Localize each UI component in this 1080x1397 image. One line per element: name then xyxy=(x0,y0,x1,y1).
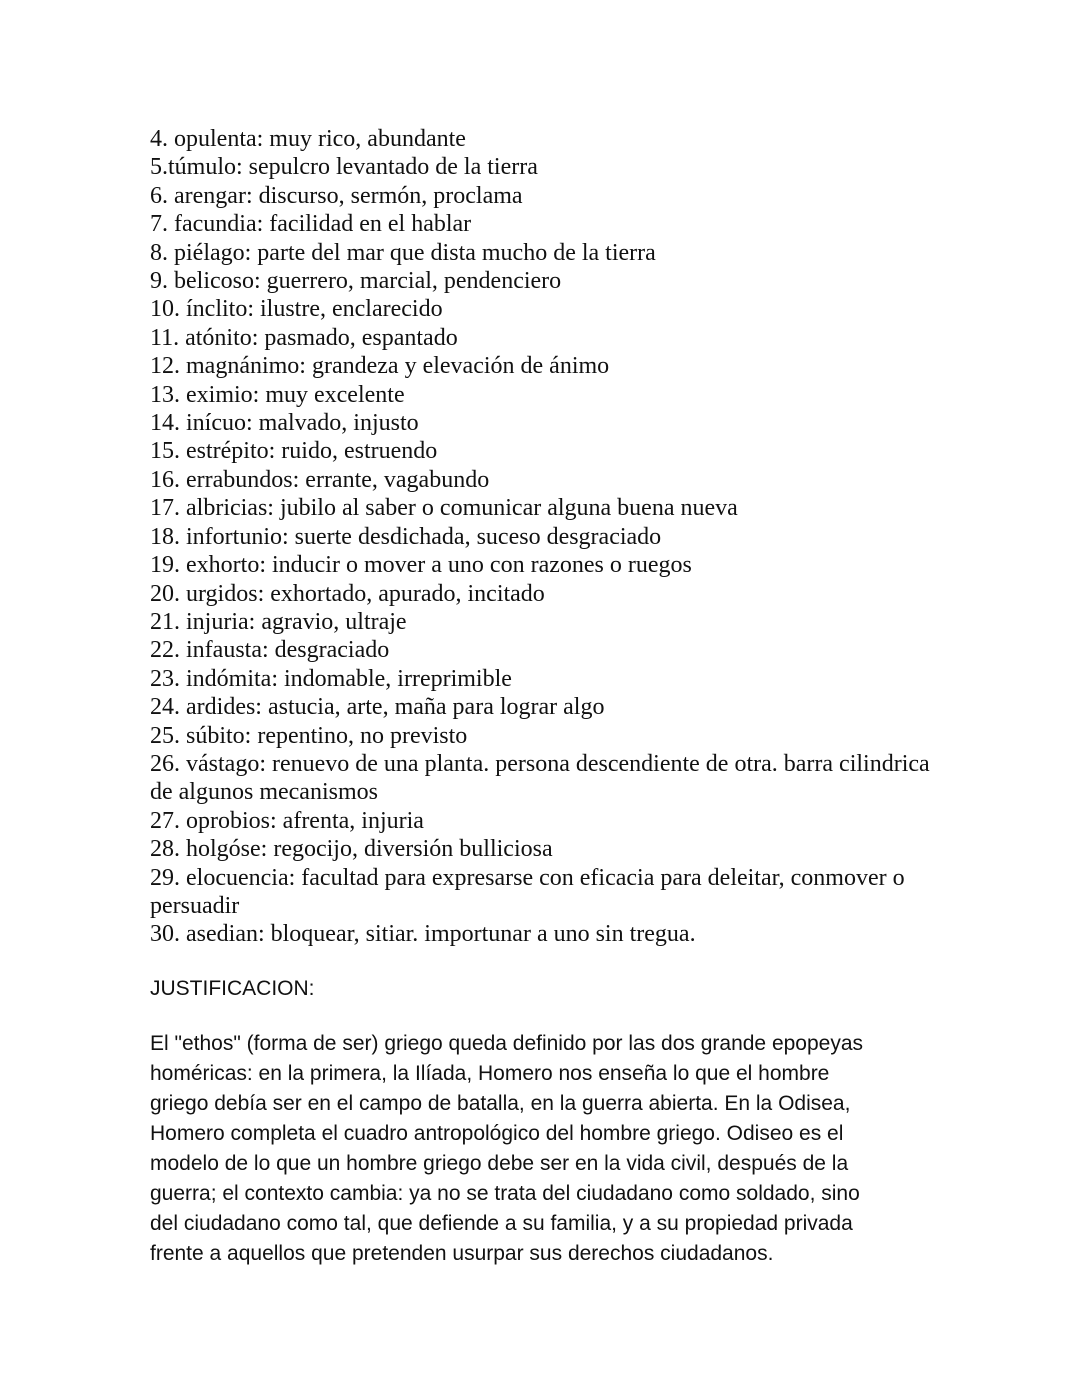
vocabulary-entry: 26. vástago: renuevo de una planta. persona descendiente de otra. barra cilindrica de algunos mecanismos xyxy=(150,750,930,806)
vocabulary-entry: 17. albricias: jubilo al saber o comunicar alguna buena nueva xyxy=(150,495,738,522)
vocabulary-entry: 28. holgóse: regocijo, diversión bulliciosa xyxy=(150,836,553,863)
vocabulary-entry: 12. magnánimo: grandeza y elevación de ánimo xyxy=(150,353,610,380)
paragraph-line: Homero completa el cuadro antropológico del hombre griego. Odiseo es el xyxy=(150,1122,844,1145)
vocabulary-entry: 30. asedian: bloquear, sitiar. importunar a uno sin tregua. xyxy=(150,921,696,948)
vocabulary-entry: 29. elocuencia: facultad para expresarse con eficacia para deleitar, conmover o persuadir xyxy=(150,864,905,919)
vocabulary-entry: 20. urgidos: exhortado, apurado, incitado xyxy=(150,580,545,607)
vocabulary-entry: 22. infausta: desgraciado xyxy=(150,637,390,664)
vocabulary-entry: 10. ínclito: ilustre, enclarecido xyxy=(150,296,443,323)
vocabulary-entry: 16. errabundos: errante, vagabundo xyxy=(150,466,490,493)
paragraph-line: guerra; el contexto cambia: ya no se trata del ciudadano como soldado, sino xyxy=(150,1182,860,1205)
vocabulary-entry: 23. indómita: indomable, irreprimible xyxy=(150,665,512,692)
paragraph-line: del ciudadano como tal, que defiende a su familia, y a su propiedad privada xyxy=(150,1212,853,1235)
vocabulary-entry: 24. ardides: astucia, arte, maña para lograr algo xyxy=(150,694,605,721)
paragraph-line: griego debía ser en el campo de batalla, en la guerra abierta. En la Odisea, xyxy=(150,1092,851,1115)
vocabulary-entry: 11. atónito: pasmado, espantado xyxy=(150,324,458,351)
vocabulary-entry: 13. eximio: muy excelente xyxy=(150,381,405,408)
vocabulary-entry: 7. facundia: facilidad en el hablar xyxy=(150,211,472,238)
justification-paragraph xyxy=(150,1029,940,1269)
vocabulary-entry: 18. infortunio: suerte desdichada, suceso desgraciado xyxy=(150,523,662,550)
vocabulary-entry: 15. estrépito: ruido, estruendo xyxy=(150,438,438,465)
paragraph-line: frente a aquellos que pretenden usurpar sus derechos ciudadanos. xyxy=(150,1242,774,1265)
vocabulary-list xyxy=(150,125,940,949)
vocabulary-entry: 21. injuria: agravio, ultraje xyxy=(150,608,407,635)
paragraph-line: modelo de lo que un hombre griego debe ser en la vida civil, después de la xyxy=(150,1152,849,1175)
vocabulary-entry: 5.túmulo: sepulcro levantado de la tierra xyxy=(150,154,538,181)
justification-heading: JUSTIFICACION: xyxy=(150,977,315,1000)
vocabulary-entry: 6. arengar: discurso, sermón, proclama xyxy=(150,182,523,209)
paragraph-line: homéricas: en la primera, la Ilíada, Homero nos enseña lo que el hombre xyxy=(150,1062,830,1085)
vocabulary-entry: 14. inícuo: malvado, injusto xyxy=(150,410,419,437)
vocabulary-entry: 19. exhorto: inducir o mover a uno con razones o ruegos xyxy=(150,552,692,579)
vocabulary-entry: 25. súbito: repentino, no previsto xyxy=(150,722,468,749)
vocabulary-entry: 27. oprobios: afrenta, injuria xyxy=(150,807,424,834)
paragraph-line: El "ethos" (forma de ser) griego queda definido por las dos grande epopeyas xyxy=(150,1032,864,1055)
vocabulary-entry: 4. opulenta: muy rico, abundante xyxy=(150,126,466,152)
vocabulary-entry: 9. belicoso: guerrero, marcial, pendenciero xyxy=(150,268,562,295)
vocabulary-entry: 8. piélago: parte del mar que dista mucho de la tierra xyxy=(150,239,656,266)
